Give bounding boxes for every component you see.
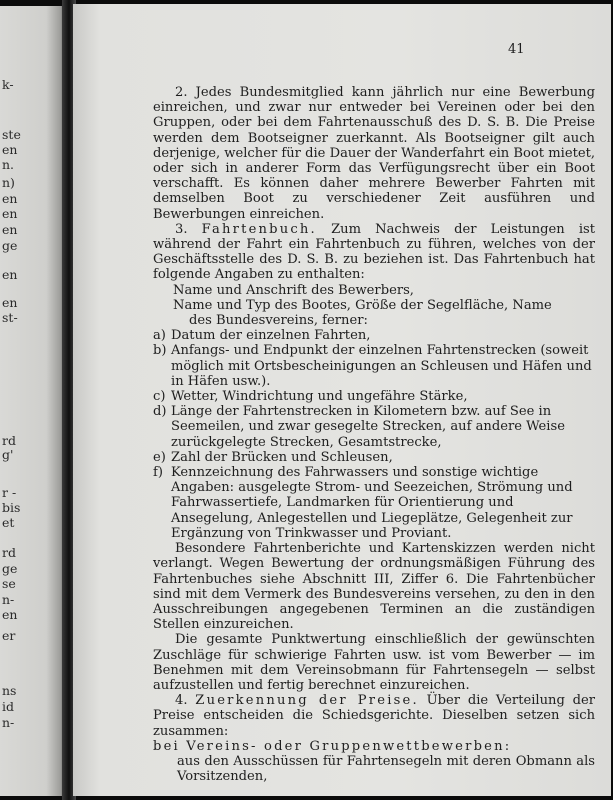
list-item xyxy=(153,450,595,465)
section-4-paragraph xyxy=(153,693,595,739)
left-page-fragment: er xyxy=(2,628,16,643)
subclause-heading: bei Vereins- oder Gruppenwettbewerben: xyxy=(153,738,512,754)
left-page-fragment: g' xyxy=(2,447,14,462)
left-page-fragment: et xyxy=(2,515,15,530)
list-item xyxy=(153,343,595,389)
list-item xyxy=(153,404,595,450)
points-paragraph: Die gesamte Punktwertung einschließlich der gewünschten Zuschläge für schwierige Fahrten usw. ist vom Bewerber — im Benehmen mit dem Vereinsobmann für Fahrtensegeln — selbst aufzustellen und fertig berechnet einzureichen. xyxy=(153,632,595,693)
left-page-fragment: bis xyxy=(2,500,21,515)
list-item-label: b) xyxy=(153,343,167,359)
left-page-fragment: rd xyxy=(2,433,16,448)
list-item xyxy=(153,389,595,404)
page-number: 41 xyxy=(508,42,525,57)
left-page-fragment: n- xyxy=(2,592,15,607)
left-page-fragment: rd xyxy=(2,545,16,560)
section-4-heading: Zuerkennung der Preise. xyxy=(195,693,419,709)
left-page-fragment: k- xyxy=(2,77,14,92)
list-item-label: d) xyxy=(153,404,167,420)
list-item-text: Kennzeichnung des Fahrwassers und sonstige wichtige Angaben: ausgelegte Strom- und Seezeichen, Strömung und Fahrwassertiefe, Landmarken für Orientierung und Ansegelung, Anlegestellen und Liegeplätze, Gelegenheit zur Ergänzung von Trinkwasser und Proviant. xyxy=(171,465,573,541)
list-item-text: Länge der Fahrtenstrecken in Kilometern bzw. auf See in Seemeilen, und zwar gesegelte Strecken, auf andere Weise zurückgelegte Strecken, Gesamtstrecke, xyxy=(171,404,565,450)
list-item-text: Wetter, Windrichtung und ungefähre Stärke, xyxy=(171,389,468,405)
section-2-paragraph: 2. Jedes Bundesmitglied kann jährlich nur eine Bewerbung einreichen, und zwar nur entweder bei Vereinen oder bei den Gruppen, oder bei dem Fahrtenausschuß des D. S. B. Die Preise werden dem Bootseigner zuerkannt. Als Bootseigner gilt auch derjenige, welcher für die Dauer der Wanderfahrt ein Boot mietet, oder sich in anderer Form das Verfügungsrecht über ein Boot verschafft. Es können daher mehrere Bewerber Fahrten mit demselben Boot zu verschiedener Zeit ausführen und Bewerbungen einreichen. xyxy=(153,85,595,222)
address-line-continuation: des Bundesvereins, ferner: xyxy=(189,313,368,329)
address-line-2: Name und Typ des Bootes, Größe der Segelfläche, Name xyxy=(173,297,552,313)
list-item-label: e) xyxy=(153,449,166,465)
page-body xyxy=(153,85,595,784)
left-page-fragment: en xyxy=(2,191,18,206)
left-page-fragment: st- xyxy=(2,310,18,325)
list-item-label: a) xyxy=(153,328,166,344)
left-page-fragment: n. xyxy=(2,157,15,172)
left-page-fragment: r - xyxy=(2,485,17,500)
address-line-1: Name und Anschrift des Bewerbers, xyxy=(173,282,414,298)
section-4-text: Über die Verteilung der Preise entscheiden die Schiedsgerichte. Dieselben setzen sich zusammen: xyxy=(153,693,596,739)
right-page xyxy=(73,4,611,796)
list-item-text: Anfangs- und Endpunkt der einzelnen Fahrtenstrecken (soweit möglich mit Ortsbescheinigungen an Schleusen und Häfen und in Häfen usw.). xyxy=(171,343,592,389)
left-page-fragment: se xyxy=(2,576,16,591)
section-4-subclause xyxy=(153,739,595,785)
left-page-fragment: en xyxy=(2,267,18,282)
left-page-fragment: en xyxy=(2,222,18,237)
section-4-number: 4. xyxy=(175,693,188,709)
reports-paragraph: Besondere Fahrtenberichte und Kartenskizzen werden nicht verlangt. Wegen Bewertung der ordnungsmäßigen Führung des Fahrtenbuches siehe Abschnitt III, Ziffer 6. Die Fahrtenbücher sind mit dem Vermerk des Bundesvereins versehen, zu den in den Ausschreibungen angegebenen Terminen an die zuständigen Stellen einzureichen. xyxy=(153,541,595,633)
left-page-fragment: en xyxy=(2,142,18,157)
list-item xyxy=(153,328,595,343)
left-page-fragment: n- xyxy=(2,715,15,730)
left-page-fragment: ns xyxy=(2,683,17,698)
list-item-label: c) xyxy=(153,389,166,405)
left-page-fragment: n) xyxy=(2,175,15,190)
section-3-paragraph xyxy=(153,222,595,283)
left-page-fragment: ste xyxy=(2,127,21,142)
entries-list xyxy=(153,328,595,541)
subclause-text: aus den Ausschüssen für Fahrtensegeln mit deren Obmann als Vorsitzenden, xyxy=(177,753,595,785)
left-page-fragment: en xyxy=(2,206,18,221)
list-item xyxy=(153,465,595,541)
section-3-heading: Fahrtenbuch. xyxy=(201,221,317,237)
list-item-text: Zahl der Brücken und Schleusen, xyxy=(171,449,393,465)
left-page-fragment: ge xyxy=(2,238,18,253)
section-3-text: Zum Nachweis der Leistungen ist während der Fahrt ein Fahrtenbuch zu führen, welches von der Geschäftsstelle des D. S. B. zu beziehen ist. Das Fahrtenbuch hat folgende Angaben zu enthalten: xyxy=(153,221,596,283)
list-item-text: Datum der einzelnen Fahrten, xyxy=(171,328,371,344)
left-page-edge xyxy=(0,6,66,796)
left-page-fragment: en xyxy=(2,295,18,310)
left-page-fragment: ge xyxy=(2,561,18,576)
section-3-number: 3. xyxy=(175,221,188,237)
left-page-fragment: en xyxy=(2,607,18,622)
list-item-label: f) xyxy=(153,465,163,481)
required-entries-intro xyxy=(153,283,595,329)
left-page-fragment: id xyxy=(2,699,14,714)
